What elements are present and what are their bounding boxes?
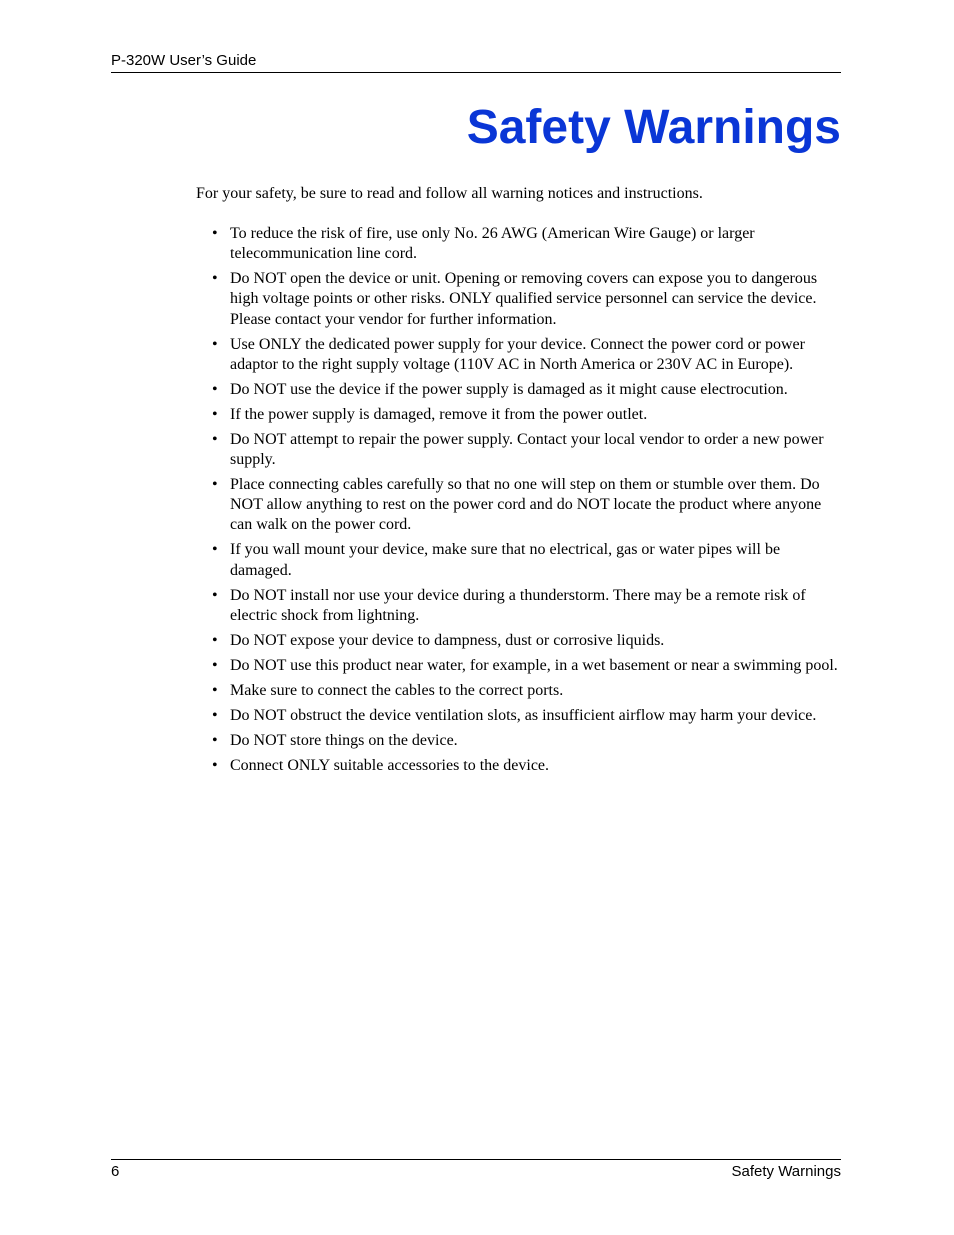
warning-item — [212, 586, 844, 626]
warning-item — [212, 681, 844, 701]
bullet-icon: • — [212, 706, 218, 724]
warning-text: To reduce the risk of fire, use only No. 26 AWG (American Wire Gauge) or larger telecommunication line cord. — [230, 225, 755, 263]
warning-text: Connect ONLY suitable accessories to the device. — [230, 756, 550, 774]
warning-text: Do NOT install nor use your device during a thunderstorm. There may be a remote risk of electric shock from lightning. — [230, 586, 806, 624]
warning-text: Place connecting cables carefully so that no one will step on them or stumble over them. Do NOT allow anything to rest on the power cord and do NOT locate the product where anyone can walk on the power cord. — [230, 476, 822, 534]
bullet-icon: • — [212, 225, 218, 242]
warning-item — [212, 380, 844, 400]
page-header — [111, 51, 841, 73]
warning-item — [212, 224, 844, 264]
warning-text: Make sure to connect the cables to the correct ports. — [230, 681, 564, 699]
warning-item — [212, 706, 844, 726]
warning-text: Do NOT attempt to repair the power supply. Contact your local vendor to order a new power supply. — [230, 430, 824, 469]
bullet-icon: • — [212, 270, 218, 288]
warning-item — [212, 430, 844, 470]
warning-item — [212, 631, 844, 651]
bullet-icon: • — [212, 380, 218, 398]
warning-text: Do NOT expose your device to dampness, dust or corrosive liquids. — [230, 631, 665, 649]
warning-text: Do NOT use the device if the power supply is damaged as it might cause electrocution. — [230, 380, 788, 398]
bullet-icon: • — [212, 731, 218, 749]
bullet-icon: • — [212, 430, 218, 448]
page-title: Safety Warnings — [466, 101, 841, 154]
warning-text: Do NOT use this product near water, for example, in a wet basement or near a swimming pool. — [230, 656, 838, 674]
warning-text: If the power supply is damaged, remove it from the power outlet. — [230, 405, 648, 423]
intro-paragraph: For your safety, be sure to read and follow all warning notices and instructions. — [196, 185, 703, 202]
warning-item — [212, 656, 844, 676]
page-footer — [111, 1159, 841, 1184]
guide-title: P-320W User’s Guide — [111, 52, 257, 69]
bullet-icon: • — [212, 405, 218, 423]
bullet-icon: • — [212, 631, 218, 649]
warning-text: Use ONLY the dedicated power supply for your device. Connect the power cord or power adaptor to the right supply voltage (110V AC in North America or 230V AC in Europe). — [230, 335, 805, 373]
warning-item — [212, 731, 844, 751]
warnings-list — [212, 224, 844, 781]
warning-item — [212, 405, 844, 425]
bullet-icon: • — [212, 476, 218, 494]
bullet-icon: • — [212, 681, 218, 699]
warning-text: If you wall mount your device, make sure that no electrical, gas or water pipes will be damaged. — [230, 541, 781, 579]
warning-text: Do NOT obstruct the device ventilation slots, as insufficient airflow may harm your device. — [230, 706, 817, 724]
footer-section-name: Safety Warnings — [731, 1163, 841, 1180]
warning-item — [212, 269, 844, 330]
warning-text: Do NOT store things on the device. — [230, 731, 458, 749]
warning-item — [212, 335, 844, 375]
bullet-icon: • — [212, 335, 218, 353]
warning-item — [212, 475, 844, 536]
warning-item — [212, 540, 844, 580]
bullet-icon: • — [212, 656, 218, 674]
page-number: 6 — [111, 1163, 120, 1180]
bullet-icon: • — [212, 756, 218, 774]
warning-item — [212, 756, 844, 776]
warning-text: Do NOT open the device or unit. Opening or removing covers can expose you to dangerous high voltage points or other risks. ONLY qualified service personnel can service the device. Please contact your vendor for further information. — [230, 270, 818, 328]
bullet-icon: • — [212, 541, 218, 559]
bullet-icon: • — [212, 586, 218, 604]
